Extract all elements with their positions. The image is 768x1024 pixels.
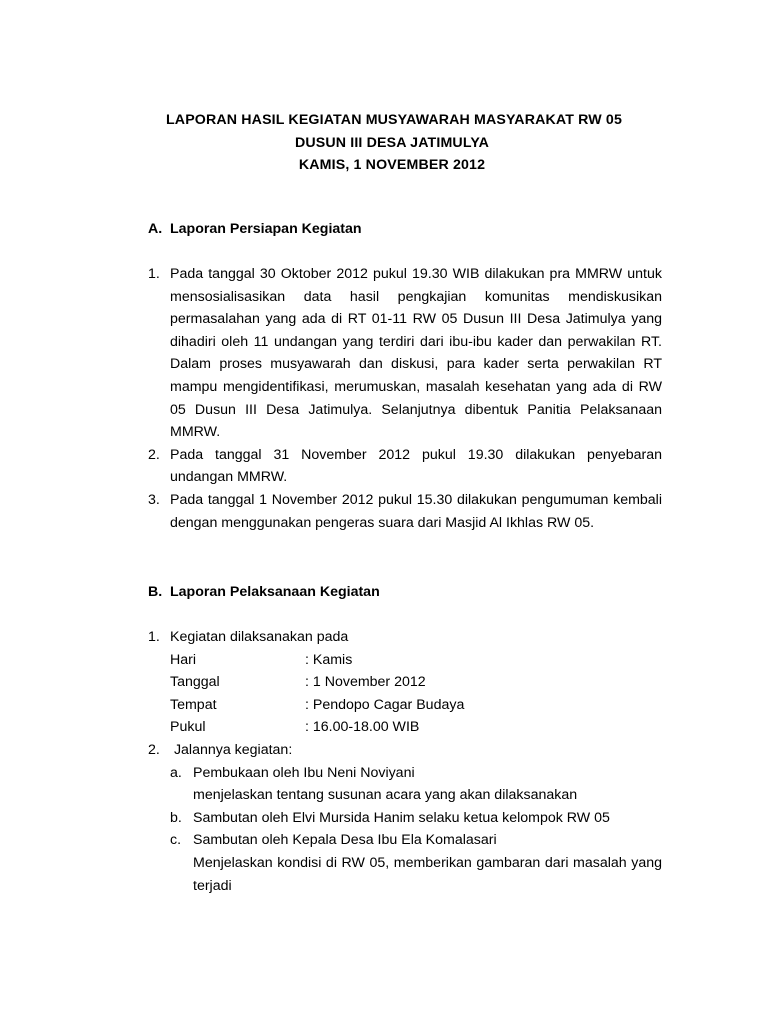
sub-item-line: Menjelaskan kondisi di RW 05, memberikan gambaran dari masalah yang terjadi xyxy=(193,854,662,894)
sub-item-line: Sambutan oleh Elvi Mursida Hanim selaku ketua kelompok RW 05 xyxy=(193,809,610,826)
section-b-letter: B. xyxy=(148,584,163,600)
sub-list-item xyxy=(170,762,662,807)
schedule-value: : 16.00-18.00 WIB xyxy=(305,719,420,736)
section-a-list xyxy=(148,263,662,534)
sub-item-line: Pembukaan oleh Ibu Neni Noviyani xyxy=(193,764,415,781)
sub-item-letter: b. xyxy=(170,809,182,826)
list-item-text: Pada tanggal 1 November 2012 pukul 15.30 dilakukan pengumuman kembali dengan menggunakan pengeras suara dari Masjid Al Ikhlas RW 05. xyxy=(170,491,662,531)
sub-item-line: Sambutan oleh Kepala Desa Ibu Ela Komalasari xyxy=(193,832,497,849)
section-b-title: Laporan Pelaksanaan Kegiatan xyxy=(170,584,380,600)
list-item-number: 1. xyxy=(148,266,160,282)
section-b-list xyxy=(148,626,662,897)
title-line-3: KAMIS, 1 NOVEMBER 2012 xyxy=(298,157,486,173)
section-b-heading xyxy=(148,582,380,602)
schedule-value: : Pendopo Cagar Budaya xyxy=(305,696,465,713)
sub-item-letter: c. xyxy=(170,832,182,849)
list-item xyxy=(148,739,662,762)
list-item-text: Pada tanggal 30 Oktober 2012 pukul 19.30 WIB dilakukan pra MMRW untuk mensosialisasikan data hasil pengkajian komunitas mendiskusikan permasalahan yang ada di RT 01-11 RW 05 Dusun III Desa Jatimulya yang dihadiri oleh 11 undangan yang terdiri dari ibu-ibu kader dan perwakilan RT. Dalam proses musyawarah dan diskusi, para kader serta perwakilan RT mampu mengidentifikasi, merumuskan, masalah kesehatan yang ada di RW 05 Dusun III Desa Jatimulya. Selanjutnya dibentuk Panitia Pelaksanaan MMRW. xyxy=(170,266,662,441)
list-item xyxy=(148,489,662,534)
section-a-heading xyxy=(148,219,362,239)
schedule-value: : Kamis xyxy=(305,651,353,668)
sub-list-item xyxy=(170,807,662,830)
list-item xyxy=(148,626,662,649)
schedule-row-time xyxy=(148,716,662,739)
schedule-key: Tempat xyxy=(170,696,217,713)
section-a-letter: A. xyxy=(148,221,163,237)
list-item-text: Jalannya kegiatan: xyxy=(170,741,293,758)
activity-sub-list xyxy=(148,762,662,898)
list-item-number: 2. xyxy=(148,741,160,758)
sub-item-letter: a. xyxy=(170,764,182,781)
schedule-key: Tanggal xyxy=(170,674,220,691)
list-item-number: 1. xyxy=(148,629,160,645)
title-line-2: DUSUN III DESA JATIMULYA xyxy=(294,134,490,151)
schedule-row-place xyxy=(148,694,662,717)
document-title xyxy=(0,109,768,177)
schedule-key: Pukul xyxy=(170,719,206,736)
schedule-row-date xyxy=(148,671,662,694)
schedule-key: Hari xyxy=(170,651,197,668)
title-line-1: LAPORAN HASIL KEGIATAN MUSYAWARAH MASYARAKAT RW 05 xyxy=(165,112,622,128)
section-a-title: Laporan Persiapan Kegiatan xyxy=(170,221,362,237)
sub-item-line: menjelaskan tentang susunan acara yang akan dilaksanakan xyxy=(193,787,578,804)
list-item-text: Kegiatan dilaksanakan pada xyxy=(170,629,349,645)
list-item xyxy=(148,263,662,444)
schedule-row-day xyxy=(148,649,662,672)
list-item-number: 3. xyxy=(148,491,160,508)
list-item xyxy=(148,444,662,489)
schedule-value: : 1 November 2012 xyxy=(305,674,426,691)
sub-list-item xyxy=(170,829,662,897)
list-item-text: Pada tanggal 31 November 2012 pukul 19.30 dilakukan penyebaran undangan MMRW. xyxy=(170,446,662,486)
list-item-number: 2. xyxy=(148,446,160,463)
